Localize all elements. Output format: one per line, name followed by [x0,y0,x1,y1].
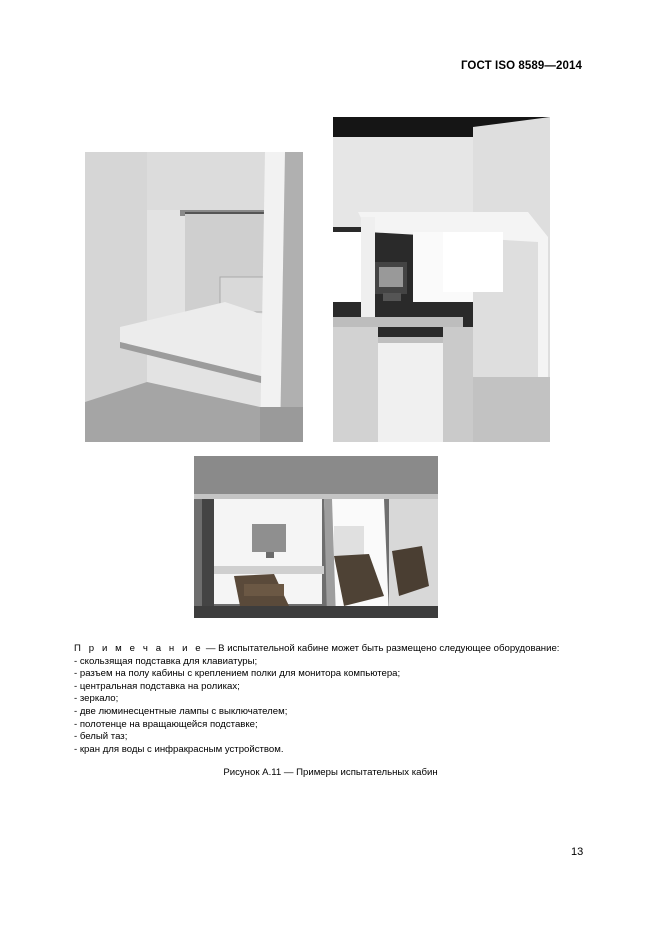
booth-photo-3 [194,456,438,618]
note-prefix: П р и м е ч а н и е [74,643,204,654]
note-list-item: - скользящая подставка для клавиатуры; [74,655,258,667]
page-number: 13 [571,846,584,858]
booth-photo-1 [85,152,303,442]
note-list-item: - зеркало; [74,693,119,705]
figure-caption: Рисунок А.11 — Примеры испытательных кабин [223,767,438,778]
note-list-item: - две люминесцентные лампы с выключателем; [74,705,288,717]
note-list-item: - центральная подставка на роликах; [74,680,240,692]
note-intro: — В испытательной кабине может быть размещено следующее оборудование: [203,643,560,654]
document-code-header: ГОСТ ISO 8589—2014 [460,60,582,72]
note-intro-line [74,643,594,656]
note-list-item: - кран для воды с инфракрасным устройством. [74,743,284,755]
note-list-item: - полотенце на вращающейся подставке; [74,718,258,730]
note-block [74,643,594,756]
note-list-item: - разъем на полу кабины с креплением полки для монитора компьютера; [74,668,401,680]
note-list-item: - белый таз; [74,731,128,743]
booth-photo-2 [333,117,550,442]
